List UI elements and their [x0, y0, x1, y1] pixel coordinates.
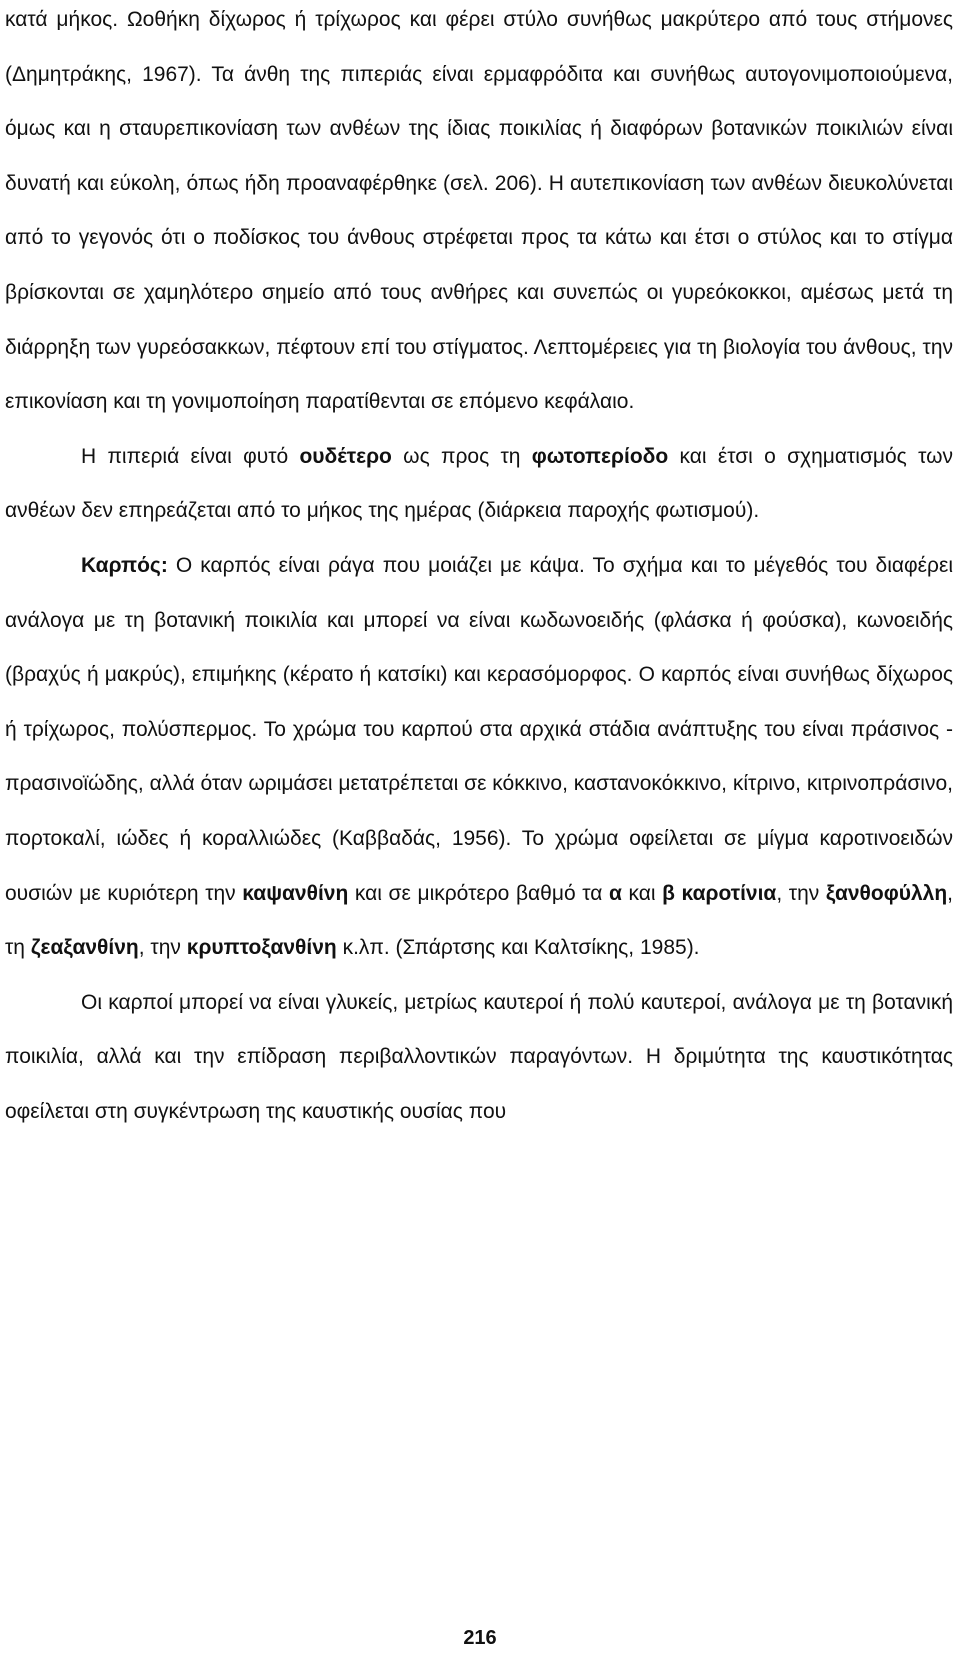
- paragraph-flower-pollination: [5, 0, 953, 430]
- paragraph-fruit: [5, 539, 953, 976]
- paragraph-text: κατά μήκος. Ωοθήκη δίχωρος ή τρίχωρος και φέρει στύλο συνήθως μακρύτερο από τους στήμονες (Δημητράκης, 1967). Τα άνθη της πιπεριάς είναι ερμαφρόδιτα και συνήθως αυτογονιμοποιούμενα, όμως και η σταυρεπικονίαση των ανθέων της ίδιας ποικιλίας ή διαφόρων βοτανικών ποικιλιών είναι δυνατή και εύκολη, όπως ήδη προαναφέρθηκε (σελ. 206). Η αυτεπικονίαση των ανθέων διευκολύνεται από το γεγονός ότι ο ποδίσκος του άνθους στρέφεται προς τα κάτω και έτσι ο στύλος και το στίγμα βρίσκονται σε χαμηλότερο σημείο από τους ανθήρες και συνεπώς οι γυρεόκοκκοι, αμέσως μετά τη διάρρηξη των γυρεόσακκων, πέφτουν επί του στίγματος. Λεπτομέρειες για τη βιολογία του άνθους, την επικονίαση και τη γονιμοποίηση παρατίθενται σε επόμενο κεφάλαιο.: [5, 8, 953, 414]
- paragraph-text: Η πιπεριά είναι φυτό: [81, 444, 300, 468]
- paragraph-text: κ.λπ. (Σπάρτσης και Καλτσίκης, 1985).: [336, 936, 700, 960]
- body-text: [5, 0, 953, 1139]
- bold-term-beta-carotene: β καροτίνια: [662, 881, 777, 905]
- section-heading-fruit: Καρπός:: [81, 553, 168, 577]
- page-number: 216: [463, 1627, 497, 1649]
- paragraph-text: και έτσι ο σχηματισμός των ανθέων δεν επηρεάζεται από το μήκος της ημέρας (διάρκεια παροχής φωτισμού).: [5, 444, 953, 523]
- paragraph-text: ως προς τη: [391, 444, 532, 468]
- bold-term-capsanthin: καψανθίνη: [242, 881, 349, 905]
- paragraph-text: , τη: [5, 881, 953, 960]
- bold-term-zeaxanthin: ζεαξανθίνη: [30, 936, 139, 960]
- bold-term-photoperiod: φωτοπερίοδο: [531, 444, 669, 468]
- paragraph-pungency: [5, 976, 953, 1140]
- bold-term-xanthophyll: ξανθοφύλλη: [825, 881, 948, 905]
- bold-term-neutral: ουδέτερο: [299, 444, 392, 468]
- paragraph-text: και σε μικρότερο βαθμό τα: [348, 881, 609, 905]
- paragraph-text: Οι καρποί μπορεί να είναι γλυκείς, μετρίως καυτεροί ή πολύ καυτεροί, ανάλογα με τη βοτανική ποικιλία, αλλά και την επίδραση περιβαλλοντικών παραγόντων. Η δριμύτητα της καυστικότητας οφείλεται στη συγκέντρωση της καυστικής ουσίας που: [5, 990, 953, 1123]
- paragraph-text: , την: [138, 936, 187, 960]
- paragraph-text: και: [621, 881, 663, 905]
- paragraph-text: Ο καρπός είναι ράγα που μοιάζει με κάψα. Το σχήμα και το μέγεθός του διαφέρει ανάλογα με τη βοτανική ποικιλία και μπορεί να είναι κωδωνοειδής (φλάσκα ή φούσκα), κωνοειδής (βραχύς ή μακρύς), επιμήκης (κέρατο ή κατσίκι) και κερασόμορφος. Ο καρπός είναι συνήθως δίχωρος ή τρίχωρος, πολύσπερμος. Το χρώμα του καρπού στα αρχικά στάδια ανάπτυξης του είναι πράσινος - πρασινοϊώδης, αλλά όταν ωριμάσει μετατρέπεται σε κόκκινο, καστανοκόκκινο, κίτρινο, κιτρινοπράσινο, πορτοκαλί, ιώδες ή κοραλλιώδες (Καββαδάς, 1956). Το χρώμα οφείλεται σε μίγμα καροτινοειδών ουσιών με κυριότερη την: [5, 553, 953, 905]
- paragraph-photoperiod: [5, 430, 953, 539]
- paragraph-text: , την: [776, 881, 826, 905]
- bold-term-alpha: α: [608, 881, 622, 905]
- bold-term-cryptoxanthin: κρυπτοξανθίνη: [186, 936, 337, 960]
